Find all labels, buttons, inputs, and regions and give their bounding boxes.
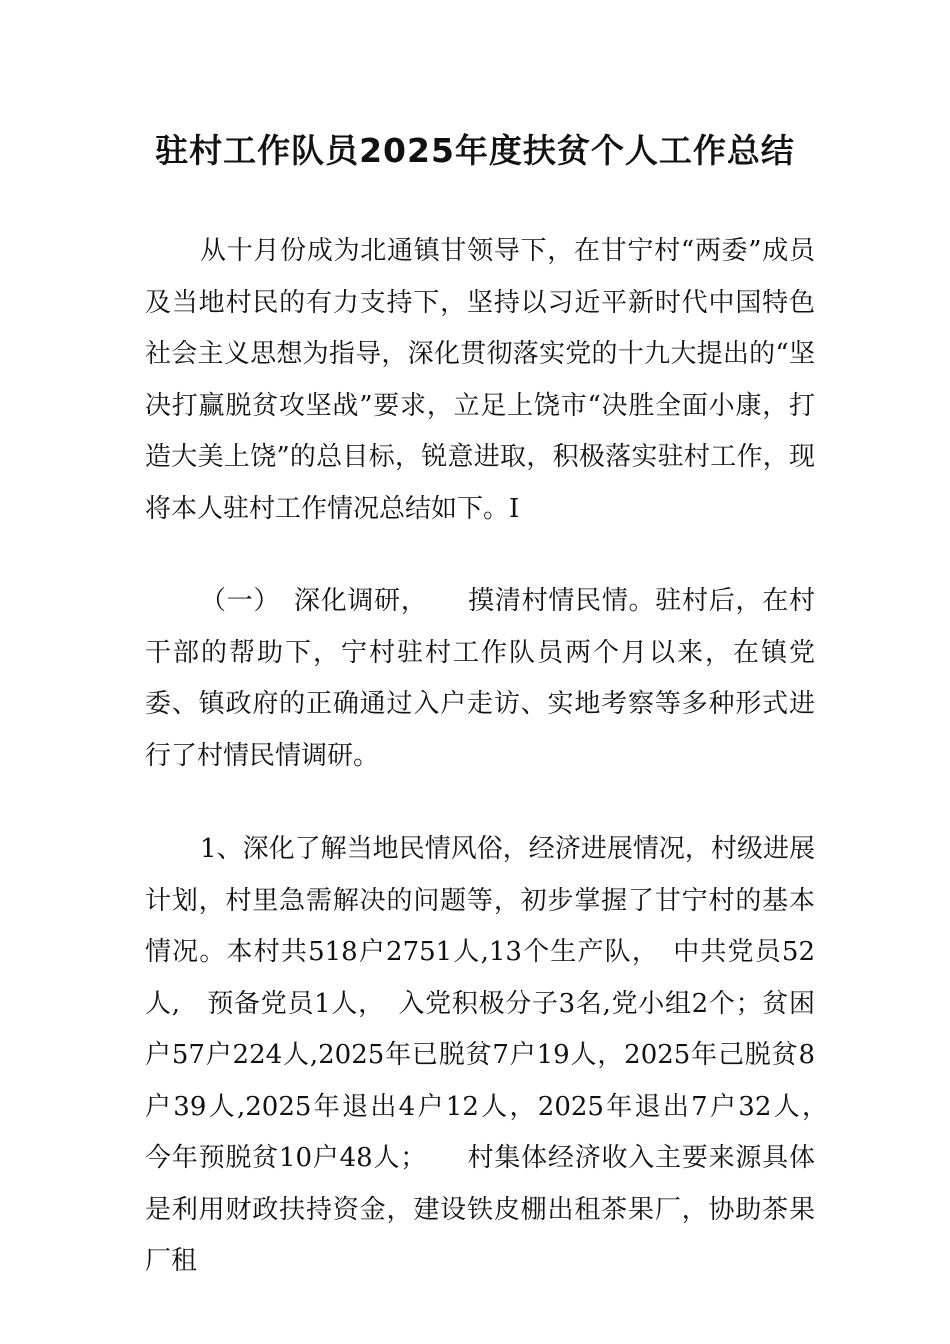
paragraph-intro: 从十月份成为北通镇甘领导下，在甘宁村“两委”成员及当地村民的有力支持下，坚持以习近平新时代中国特色社会主义思想为指导，深化贯彻落实党的十九大提出的“坚决打赢脱贫攻坚战”要求，立足上饶市“决胜全面小康，打造大美上饶”的总目标，锐意进取，积极落实驻村工作，现将本人驻村工作情况总结如下。I — [145, 236, 815, 524]
paragraph-item-one: 1、深化了解当地民情风俗，经济进展情况，村级进展计划，村里急需解决的问题等，初步掌握了甘宁村的基本情况。本村共518户2751人,13个生产队， 中共党员52人, 预备党员1人， 入党积极分子3名,党小组2个；贫困户57户224人,2025年已脱贫7户19人，2025年己脱贫8户39人,2025年退出4户12人，2025年退出7户32人， 今年预脱贫10户48人； 村集体经济收入主要来源具体是利用财政扶持资金，建设铁皮棚出租茶果厂，协助茶果厂租 — [145, 834, 842, 1276]
document-title: 驻村工作队员2025年度扶贫个人工作总结 — [155, 131, 795, 170]
paragraph-section-one: （一） 深化调研， 摸清村情民情。驻村后，在村干部的帮助下，宁村驻村工作队员两个月以来，在镇党委、镇政府的正确通过入户走访、实地考察等多种形式进行了村情民情调研。 — [145, 586, 815, 771]
